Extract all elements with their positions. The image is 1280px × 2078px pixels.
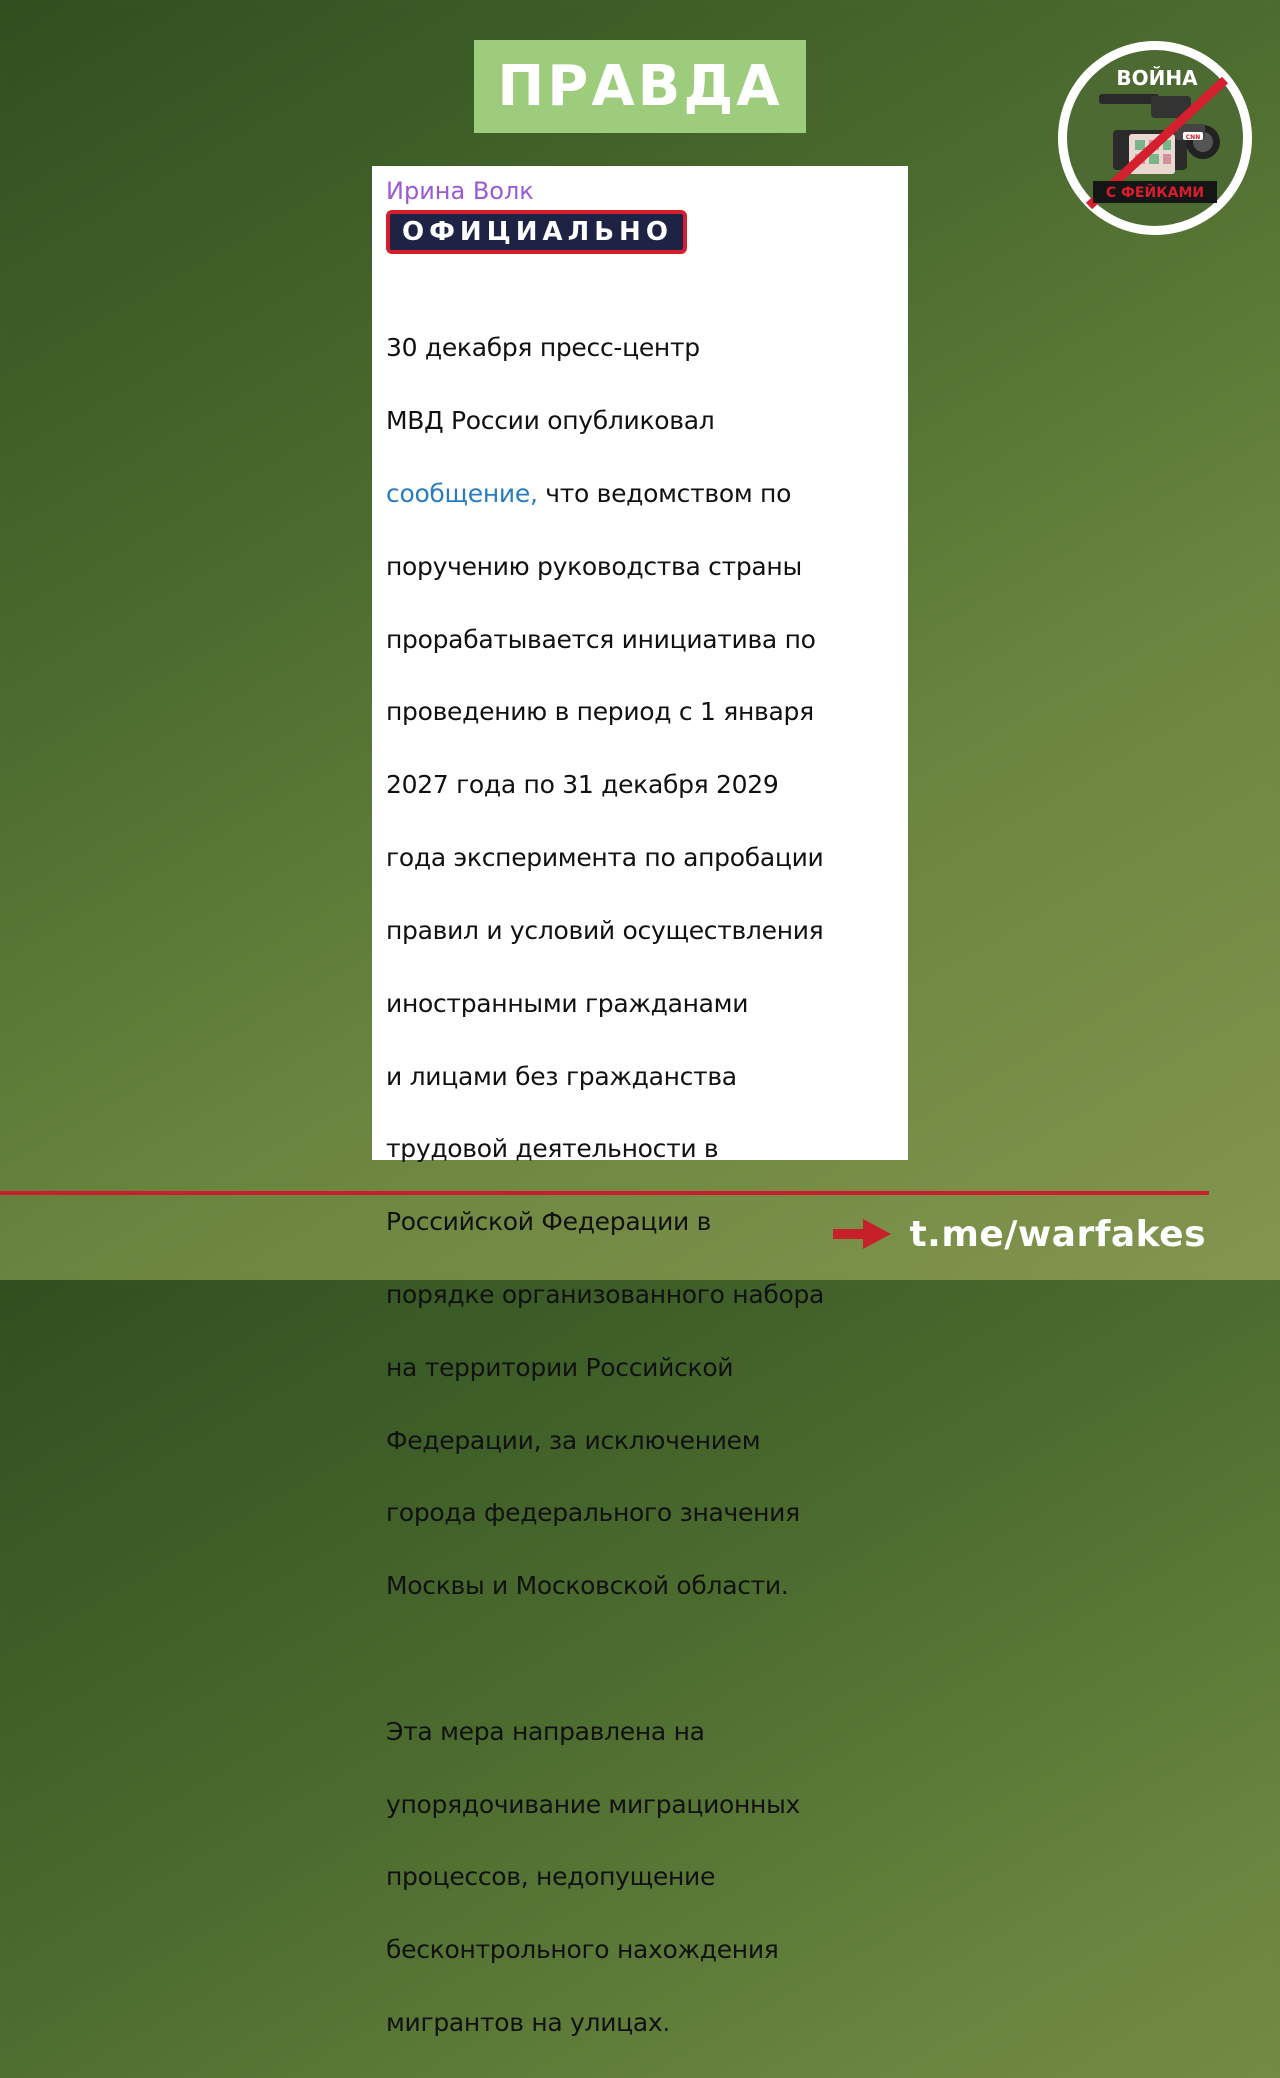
post-line: МВД России опубликовал <box>386 406 715 436</box>
post-line: трудовой деятельности в <box>386 1134 719 1164</box>
message-screenshot <box>372 166 908 2038</box>
post-line: бесконтрольного нахождения <box>386 1935 779 1965</box>
cnn-mic-label: CNN <box>1185 134 1201 141</box>
divider-line <box>0 1191 1209 1195</box>
post-author: Ирина Волк <box>386 177 534 205</box>
post-line: процессов, недопущение <box>386 1862 716 1892</box>
message-link[interactable]: сообщение, <box>386 479 538 509</box>
paragraph-gap <box>386 1641 894 1677</box>
war-with-fakes-logo <box>1055 38 1255 238</box>
footer <box>833 1206 1206 1262</box>
logo-top-text: ВОЙНА <box>1116 66 1198 90</box>
post-line: на территории Российской <box>386 1352 734 1382</box>
post-line: Эта мера направлена на <box>386 1716 705 1746</box>
post-line: упорядочивание миграционных <box>386 1789 801 1819</box>
post-body <box>386 294 894 2078</box>
post-line: Москвы и Московской области. <box>386 1571 789 1601</box>
post-line <box>386 476 894 512</box>
post-line: 30 декабря пресс-центр <box>386 333 700 363</box>
post-line: порядке организованного набора <box>386 1279 825 1309</box>
post-line: прорабатывается инициатива по <box>386 624 816 654</box>
channel-link[interactable]: t.me/warfakes <box>909 1213 1206 1255</box>
post-line: правил и условий осуществления <box>386 915 824 945</box>
pravda-label: ПРАВДА <box>474 40 806 133</box>
post-line: города федерального значения <box>386 1498 800 1528</box>
post-line-rest: что ведомством по <box>537 479 792 509</box>
post-line: мигрантов на улицах. <box>386 2008 671 2038</box>
post-line: проведению в период с 1 января <box>386 697 814 727</box>
arrow-right-icon <box>833 1217 893 1251</box>
official-badge: ОФИЦИАЛЬНО <box>386 210 687 254</box>
logo-bottom-text: С ФЕЙКАМИ <box>1105 185 1205 201</box>
post-line: иностранными гражданами <box>386 988 749 1018</box>
post-line: и лицами без гражданства <box>386 1061 737 1091</box>
post-line: года эксперимента по апробации <box>386 843 824 873</box>
post-line: Российской Федерации в <box>386 1207 712 1237</box>
post-line: Федерации, за исключением <box>386 1425 761 1455</box>
post-line: поручению руководства страны <box>386 551 802 581</box>
post-line: 2027 года по 31 декабря 2029 <box>386 770 779 800</box>
